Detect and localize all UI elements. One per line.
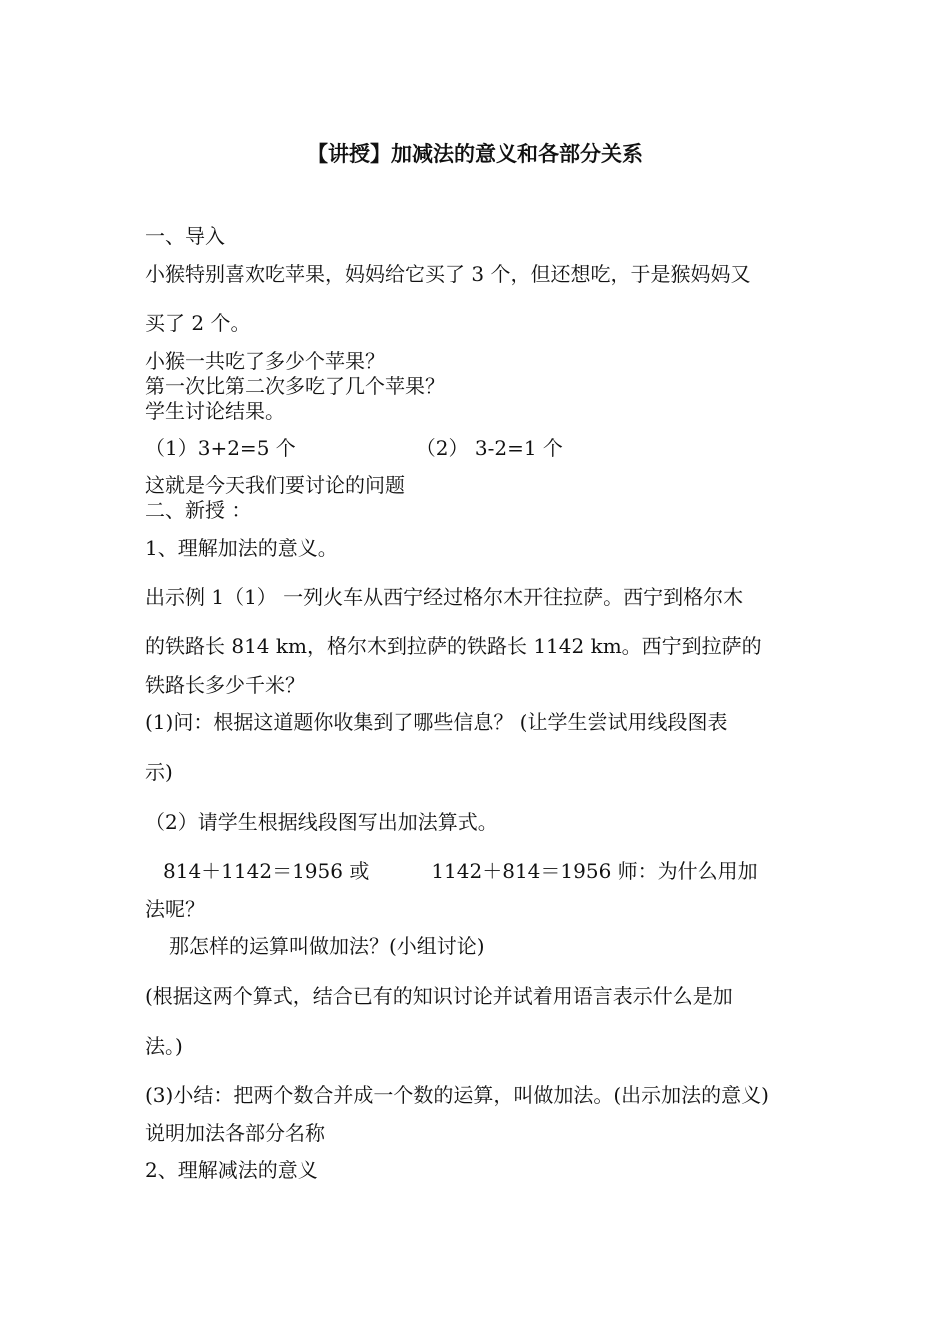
formula-row <box>145 859 758 883</box>
formula-line-2: 法呢？ <box>145 897 205 921</box>
formula-b: 1142＋814＝1956 师：为什么用加 <box>431 859 758 883</box>
example-line-2: 的铁路长 814 km，格尔木到拉萨的铁路长 1142 km。西宁到拉萨的 <box>145 634 762 658</box>
section-heading-new: 二、新授 ： <box>145 498 252 522</box>
subsection-subtraction: 2、理解减法的意义 <box>145 1158 318 1182</box>
question-2: 第一次比第二次多吃了几个苹果？ <box>145 374 445 398</box>
hint-line-1: (根据这两个算式，结合已有的知识讨论并试着用语言表示什么是加 <box>145 984 733 1008</box>
story-line-1: 小猴特别喜欢吃苹果，妈妈给它买了 3 个，但还想吃，于是猴妈妈又 <box>145 262 751 286</box>
story-line-2: 买了 2 个。 <box>145 311 251 335</box>
answer-row <box>145 436 563 460</box>
subsection-addition: 1、理解加法的意义。 <box>145 536 338 560</box>
addition-parts: 说明加法各部分名称 <box>145 1121 325 1145</box>
example-line-3: 铁路长多少千米？ <box>145 673 305 697</box>
question-1: 小猴一共吃了多少个苹果？ <box>145 349 385 373</box>
section-heading-intro: 一、导入 <box>145 224 225 248</box>
answer-2: （2） 3-2=1 个 <box>415 436 563 460</box>
discussion-note: 学生讨论结果。 <box>145 399 285 423</box>
answer-1: （1）3+2=5 个 <box>145 436 296 460</box>
question-info-line-2: 示) <box>145 760 173 784</box>
question-formula: （2）请学生根据线段图写出加法算式。 <box>145 810 498 834</box>
intro-statement: 这就是今天我们要讨论的问题 <box>145 473 405 497</box>
what-is-addition: 那怎样的运算叫做加法？(小组讨论) <box>169 934 485 958</box>
summary: (3)小结：把两个数合并成一个数的运算，叫做加法。(出示加法的意义) <box>145 1083 769 1107</box>
formula-a: 814＋1142＝1956 或 <box>163 859 370 883</box>
hint-line-2: 法。) <box>145 1034 183 1058</box>
document-title: 【讲授】加减法的意义和各部分关系 <box>307 142 643 166</box>
question-info-line-1: (1)问：根据这道题你收集到了哪些信息？ (让学生尝试用线段图表 <box>145 710 728 734</box>
example-line-1: 出示例 1（1） 一列火车从西宁经过格尔木开往拉萨。西宁到格尔木 <box>145 585 744 609</box>
